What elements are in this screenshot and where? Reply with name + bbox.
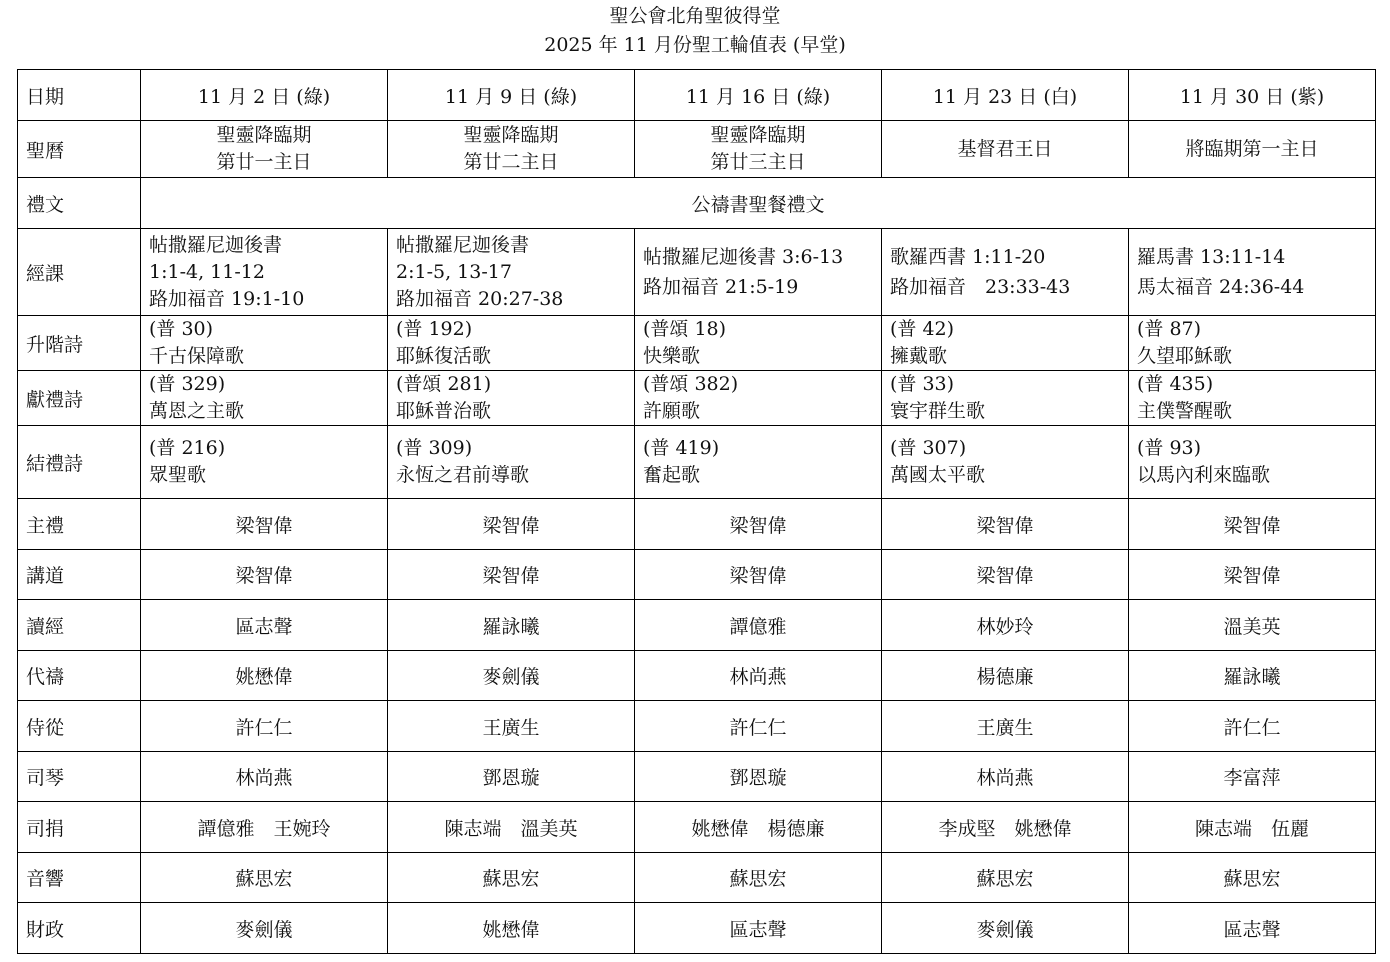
cell-offertory [635, 371, 882, 426]
row-recessional [18, 426, 1376, 499]
cell-calendar [141, 121, 388, 178]
readings-line: 帖撒羅尼迦後書 [396, 233, 530, 256]
readings-line: 羅馬書 13:11-14 [1137, 246, 1286, 268]
recessional-line: (普 309) [396, 437, 473, 459]
row-label-calendar: 聖曆 [18, 121, 141, 178]
offertory-line: 耶穌普治歌 [396, 400, 492, 422]
row-label-server: 侍從 [18, 701, 141, 752]
recessional-line: 萬國太平歌 [890, 464, 986, 486]
cell-readings [882, 229, 1129, 316]
cell-recessional [388, 426, 635, 499]
cell-processional [388, 316, 635, 371]
row-label-processional: 升階詩 [18, 316, 141, 371]
cell-server: 許仁仁 [1129, 701, 1376, 752]
cell-date: 11 月 9 日 (綠) [388, 70, 635, 121]
row-server [18, 701, 1376, 752]
readings-line: 帖撒羅尼迦後書 3:6-13 [643, 246, 844, 268]
cell-sound: 蘇思宏 [635, 853, 882, 903]
readings-line: 1:1-4, 11-12 [149, 260, 265, 283]
cell-preacher: 梁智偉 [388, 550, 635, 600]
row-offertory [18, 371, 1376, 426]
cell-offertory [1129, 371, 1376, 426]
cell-celebrant: 梁智偉 [882, 499, 1129, 550]
processional-line: 久望耶穌歌 [1137, 345, 1233, 367]
row-label-intercessor: 代禱 [18, 651, 141, 701]
row-label-liturgy: 禮文 [18, 178, 141, 229]
cell-calendar [388, 121, 635, 178]
row-collectors [18, 802, 1376, 853]
cell-reader: 區志聲 [141, 600, 388, 651]
cell-collectors: 譚億雅 王婉玲 [141, 802, 388, 853]
row-calendar [18, 121, 1376, 178]
row-readings [18, 229, 1376, 316]
row-intercessor [18, 651, 1376, 701]
row-label-finance: 財政 [18, 903, 141, 954]
cell-sound: 蘇思宏 [141, 853, 388, 903]
cell-recessional [635, 426, 882, 499]
row-label-sound: 音響 [18, 853, 141, 903]
calendar-line: 聖靈降臨期 [216, 124, 312, 146]
cell-calendar [1129, 121, 1376, 178]
calendar-line: 基督君王日 [957, 137, 1053, 160]
row-label-celebrant: 主禮 [18, 499, 141, 550]
processional-line: (普 42) [890, 318, 955, 340]
recessional-line: (普 307) [890, 437, 967, 459]
row-label-recessional: 結禮詩 [18, 426, 141, 499]
offertory-line: (普頌 281) [396, 373, 492, 395]
cell-organist: 林尚燕 [141, 752, 388, 802]
cell-collectors: 陳志端 溫美英 [388, 802, 635, 853]
roster-table [17, 69, 1376, 954]
cell-date: 11 月 30 日 (紫) [1129, 70, 1376, 121]
cell-offertory [141, 371, 388, 426]
calendar-line: 第廿一主日 [216, 151, 312, 173]
offertory-line: (普 435) [1137, 373, 1214, 395]
cell-sound: 蘇思宏 [388, 853, 635, 903]
cell-preacher: 梁智偉 [1129, 550, 1376, 600]
readings-line: 路加福音 20:27-38 [396, 287, 564, 310]
cell-date: 11 月 2 日 (綠) [141, 70, 388, 121]
cell-readings [635, 229, 882, 316]
offertory-line: (普 33) [890, 373, 955, 395]
row-label-collectors: 司捐 [18, 802, 141, 853]
cell-celebrant: 梁智偉 [635, 499, 882, 550]
processional-line: 快樂歌 [643, 345, 701, 367]
processional-line: (普 30) [149, 318, 214, 340]
cell-celebrant: 梁智偉 [1129, 499, 1376, 550]
row-label-preacher: 講道 [18, 550, 141, 600]
offertory-line: 許願歌 [643, 400, 701, 422]
cell-organist: 李富萍 [1129, 752, 1376, 802]
recessional-line: (普 419) [643, 437, 720, 459]
offertory-line: 主僕警醒歌 [1137, 400, 1233, 422]
cell-intercessor: 林尚燕 [635, 651, 882, 701]
cell-preacher: 梁智偉 [882, 550, 1129, 600]
cell-intercessor: 羅詠曦 [1129, 651, 1376, 701]
cell-server: 王廣生 [388, 701, 635, 752]
readings-line: 2:1-5, 13-17 [396, 260, 512, 283]
recessional-line: 眾聖歌 [149, 464, 207, 486]
cell-date: 11 月 23 日 (白) [882, 70, 1129, 121]
cell-server: 王廣生 [882, 701, 1129, 752]
calendar-line: 聖靈降臨期 [463, 124, 559, 146]
cell-date: 11 月 16 日 (綠) [635, 70, 882, 121]
cell-offertory [882, 371, 1129, 426]
offertory-line: 寰宇群生歌 [890, 400, 986, 422]
processional-line: 耶穌復活歌 [396, 345, 492, 367]
row-liturgy [18, 178, 1376, 229]
cell-offertory [388, 371, 635, 426]
row-organist [18, 752, 1376, 802]
cell-intercessor: 麥劍儀 [388, 651, 635, 701]
row-finance [18, 903, 1376, 954]
cell-intercessor: 姚懋偉 [141, 651, 388, 701]
row-label-readings: 經課 [18, 229, 141, 316]
recessional-line: 永恆之君前導歌 [396, 464, 530, 486]
processional-line: (普 192) [396, 318, 473, 340]
recessional-line: 以馬內利來臨歌 [1137, 464, 1271, 486]
offertory-line: 萬恩之主歌 [149, 400, 245, 422]
cell-calendar [882, 121, 1129, 178]
readings-line: 路加福音 21:5-19 [643, 276, 799, 298]
cell-collectors: 姚懋偉 楊德廉 [635, 802, 882, 853]
cell-readings [1129, 229, 1376, 316]
cell-recessional [882, 426, 1129, 499]
cell-preacher: 梁智偉 [635, 550, 882, 600]
calendar-line: 第廿二主日 [463, 151, 559, 173]
cell-reader: 羅詠曦 [388, 600, 635, 651]
processional-line: (普 87) [1137, 318, 1202, 340]
cell-finance: 姚懋偉 [388, 903, 635, 954]
cell-finance: 麥劍儀 [882, 903, 1129, 954]
cell-processional [635, 316, 882, 371]
cell-processional [1129, 316, 1376, 371]
row-preacher [18, 550, 1376, 600]
cell-liturgy: 公禱書聖餐禮文 [141, 178, 1376, 229]
recessional-line: 奮起歌 [643, 464, 701, 486]
cell-recessional [1129, 426, 1376, 499]
cell-processional [141, 316, 388, 371]
cell-reader: 林妙玲 [882, 600, 1129, 651]
processional-line: (普頌 18) [643, 318, 727, 340]
row-date [18, 70, 1376, 121]
readings-line: 路加福音 19:1-10 [149, 287, 305, 310]
cell-collectors: 李成堅 姚懋偉 [882, 802, 1129, 853]
offertory-line: (普 329) [149, 373, 226, 395]
processional-line: 千古保障歌 [149, 345, 245, 367]
cell-readings [388, 229, 635, 316]
cell-preacher: 梁智偉 [141, 550, 388, 600]
row-label-date: 日期 [18, 70, 141, 121]
cell-finance: 區志聲 [1129, 903, 1376, 954]
readings-line: 歌羅西書 1:11-20 [890, 246, 1046, 268]
cell-finance: 區志聲 [635, 903, 882, 954]
recessional-line: (普 93) [1137, 437, 1202, 459]
readings-line: 帖撒羅尼迦後書 [149, 233, 283, 256]
row-label-offertory: 獻禮詩 [18, 371, 141, 426]
row-sound [18, 853, 1376, 903]
cell-sound: 蘇思宏 [1129, 853, 1376, 903]
cell-server: 許仁仁 [141, 701, 388, 752]
cell-sound: 蘇思宏 [882, 853, 1129, 903]
cell-readings [141, 229, 388, 316]
cell-celebrant: 梁智偉 [388, 499, 635, 550]
row-label-organist: 司琴 [18, 752, 141, 802]
page-title: 聖公會北角聖彼得堂 [609, 5, 781, 27]
cell-organist: 鄧恩璇 [635, 752, 882, 802]
cell-intercessor: 楊德廉 [882, 651, 1129, 701]
row-processional [18, 316, 1376, 371]
processional-line: 擁戴歌 [890, 345, 948, 367]
row-celebrant [18, 499, 1376, 550]
readings-line: 路加福音 23:33-43 [890, 276, 1071, 298]
cell-processional [882, 316, 1129, 371]
page-subtitle: 2025 年 11 月份聖工輪值表 (早堂) [544, 34, 846, 56]
cell-recessional [141, 426, 388, 499]
offertory-line: (普頌 382) [643, 373, 739, 395]
cell-server: 許仁仁 [635, 701, 882, 752]
calendar-line: 第廿三主日 [710, 151, 806, 173]
cell-organist: 林尚燕 [882, 752, 1129, 802]
row-label-reader: 讀經 [18, 600, 141, 651]
cell-reader: 譚億雅 [635, 600, 882, 651]
cell-finance: 麥劍儀 [141, 903, 388, 954]
cell-celebrant: 梁智偉 [141, 499, 388, 550]
calendar-line: 將臨期第一主日 [1185, 137, 1319, 160]
calendar-line: 聖靈降臨期 [710, 124, 806, 146]
cell-reader: 溫美英 [1129, 600, 1376, 651]
readings-line: 馬太福音 24:36-44 [1137, 276, 1305, 298]
cell-calendar [635, 121, 882, 178]
cell-collectors: 陳志端 伍麗 [1129, 802, 1376, 853]
cell-organist: 鄧恩璇 [388, 752, 635, 802]
recessional-line: (普 216) [149, 437, 226, 459]
row-reader [18, 600, 1376, 651]
